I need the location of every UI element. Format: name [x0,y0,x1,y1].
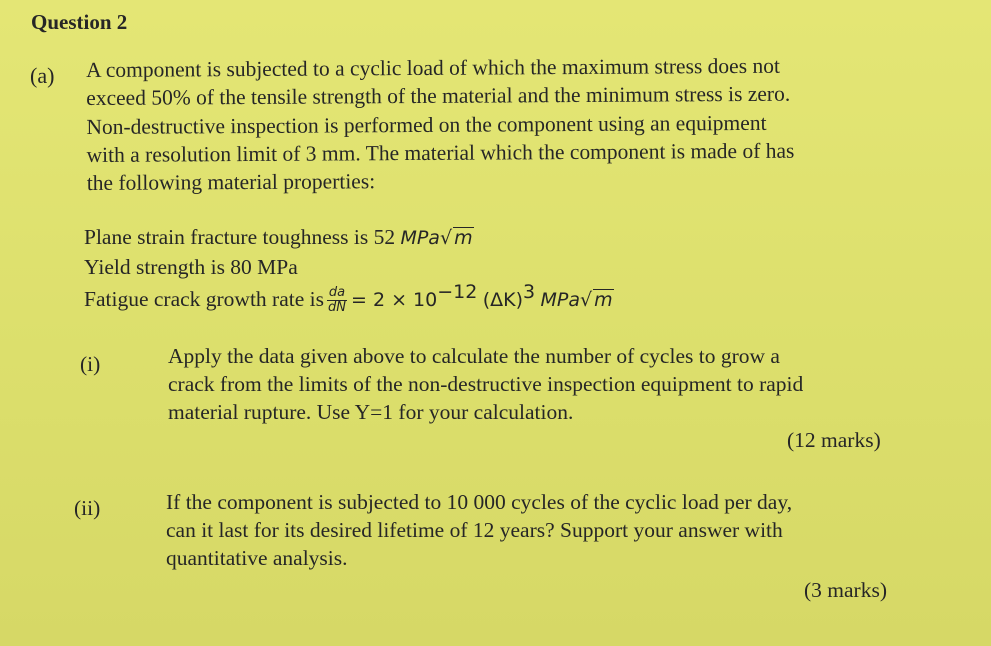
sqrt-radicand: m [594,289,613,311]
subpart-line: crack from the limits of the non-destructive inspection equipment to rapid [168,372,804,396]
subpart-i-label: (i) [80,352,101,376]
subpart-line: material rupture. Use Y=1 for your calculation. [168,400,574,424]
subpart-i-text [168,342,898,426]
subpart-i-marks: (12 marks) [787,428,881,452]
fraction-denominator: dN [328,299,346,315]
yield-strength-line: Yield strength is 80 MPa [84,255,298,279]
toughness-unit: MPa [400,227,440,249]
subpart-ii-marks: (3 marks) [804,578,887,602]
equation-coefficient: = 2 × 10 [350,289,438,311]
fatigue-crack-growth-line [84,281,614,316]
subpart-line: If the component is subjected to 10 000 cycles of the cyclic load per day, [166,490,793,514]
intro-line: A component is subjected to a cyclic load of which the maximum stress does not [86,53,780,82]
delta-k-exponent: 3 [523,281,536,303]
subpart-ii-text [166,488,911,572]
intro-line: the following material properties: [86,169,376,196]
sqrt-symbol: √ [439,227,453,249]
fatigue-unit: MPa [540,289,580,311]
subpart-ii-label: (ii) [74,496,101,520]
coefficient-exponent: −12 [437,281,478,303]
fraction-numerator: da [328,284,346,300]
derivative-fraction [327,286,347,315]
subpart-line: Apply the data given above to calculate the number of cycles to grow a [168,344,780,368]
question-title: Question 2 [31,10,128,34]
fracture-toughness-line [84,223,614,253]
sqrt-symbol: √ [579,289,593,311]
intro-line: Non-destructive inspection is performed on the component using an equipment [86,110,767,139]
delta-k: (ΔK) [482,289,523,311]
fatigue-text: Fatigue crack growth rate is [84,287,324,311]
intro-line: with a resolution limit of 3 mm. The material which the component is made of has [86,138,795,167]
subpart-line: quantitative analysis. [166,546,348,570]
intro-line: exceed 50% of the tensile strength of the material and the minimum stress is zero. [86,81,791,111]
subpart-line: can it last for its desired lifetime of 12 years? Support your answer with [166,518,783,542]
material-properties [84,223,614,316]
part-a-intro [86,51,877,197]
sqrt-radicand: m [454,227,473,249]
part-a-label: (a) [30,63,55,88]
toughness-text: Plane strain fracture toughness is 52 [84,225,396,249]
